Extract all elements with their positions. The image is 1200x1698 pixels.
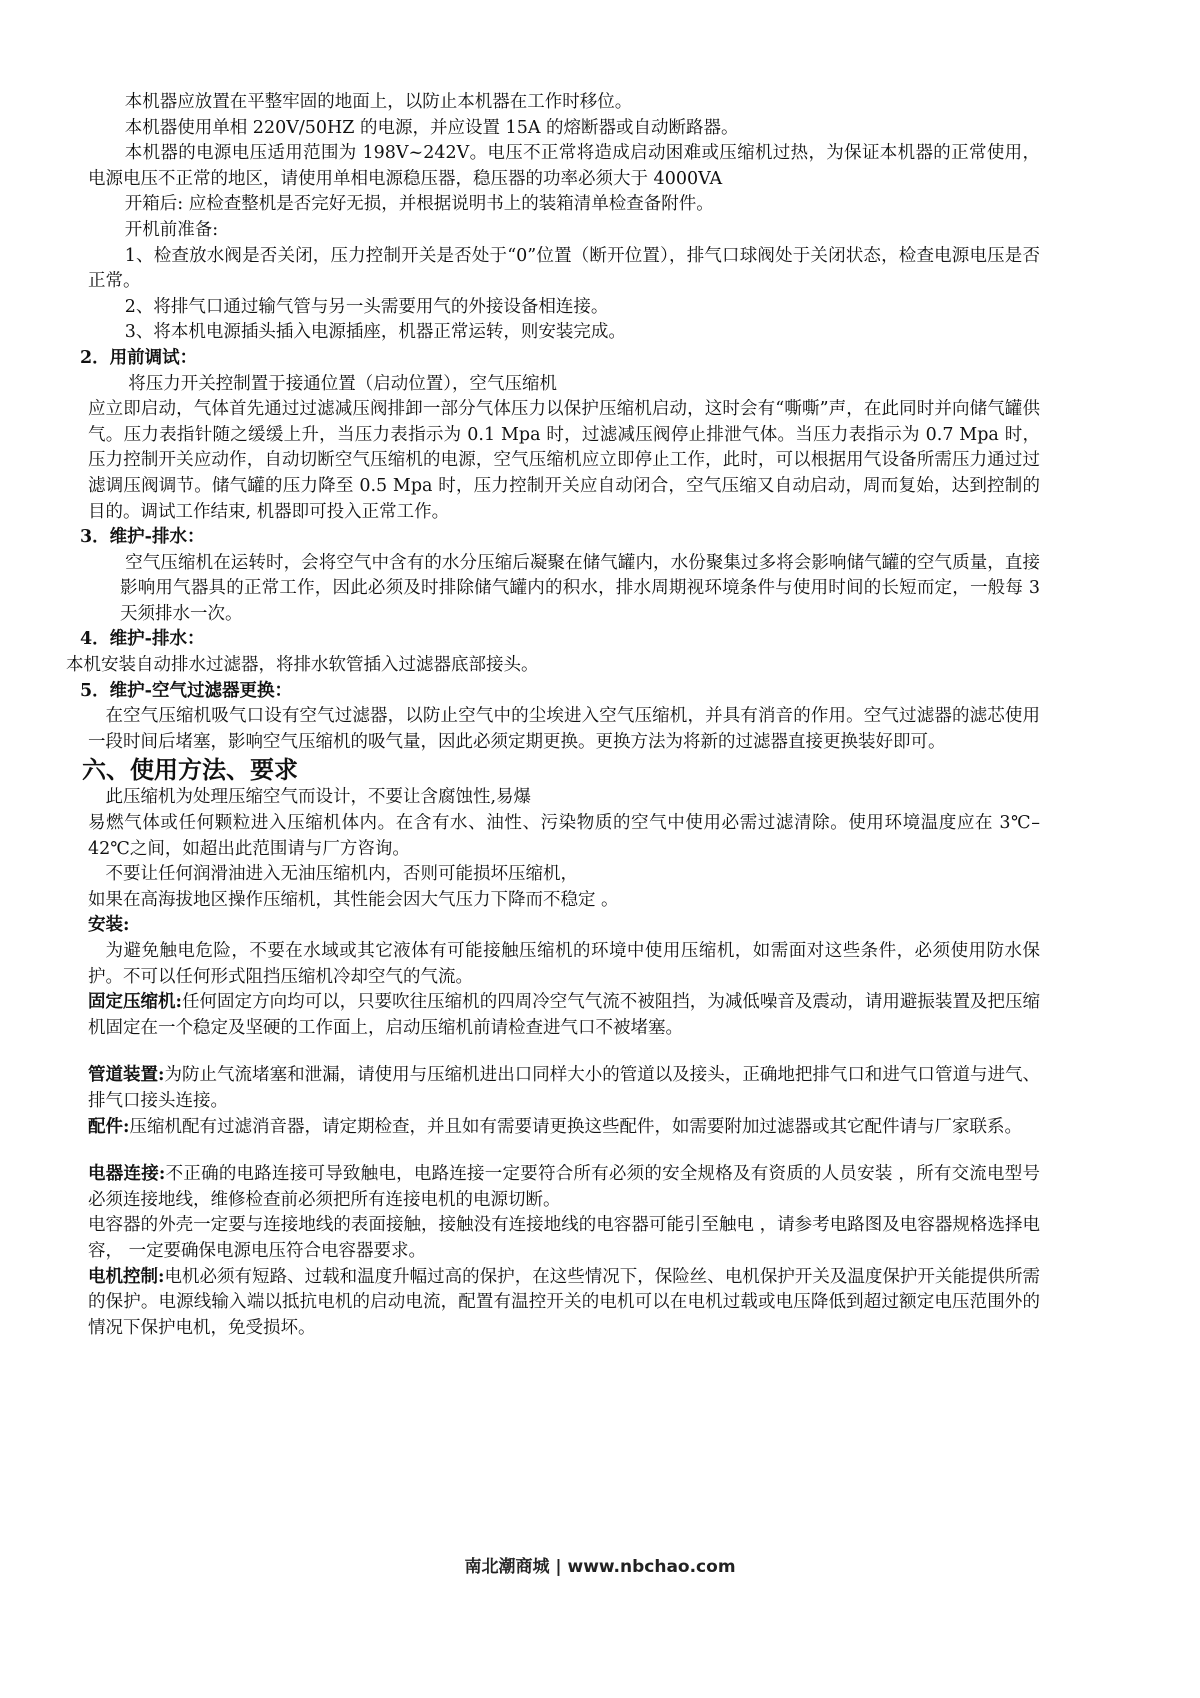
paragraph [88,1115,1040,1141]
paragraph: 2、将排气口通过输气管与另一头需要用气的外接设备相连接。 [124,296,609,317]
paragraph: 3、将本机电源插头插入电源插座，机器正常运转，则安装完成。 [124,322,626,343]
chapter-heading: 六、使用方法、要求 [82,756,298,785]
section-heading: 3．维护-排水： [80,527,205,548]
paragraph [88,1063,1040,1114]
pipe-body: 为防止气流堵塞和泄漏，请使用与压缩机进出口同样大小的管道以及接头，正确地把排气口和进气口管道与进气、排气口接头连接。 [88,1065,1040,1111]
paragraph [88,1265,1040,1342]
motor-label: 电机控制: [88,1266,165,1287]
parts-body: 压缩机配有过滤消音器，请定期检查，并且如有需要请更换这些配件，如需要附加过滤器或其它配件请与厂家联系。 [129,1116,1022,1137]
footer-site-link[interactable]: 南北潮商城 | www.nbchao.com [464,1557,736,1577]
paragraph: 本机安装自动排水过滤器，将排水软管插入过滤器底部接头。 [66,655,539,676]
paragraph: 1、检查放水阀是否关闭，压力控制开关是否处于“0”位置（断开位置），排气口球阀处于关闭状态，检查电源电压是否正常。 [88,245,1040,292]
fix-label: 固定压缩机: [88,992,183,1013]
paragraph: 应立即启动，气体首先通过过滤减压阀排卸一部分气体压力以保护压缩机启动，这时会有“嘶嘶”声，在此同时并向储气罐供气。压力表指针随之缓缓上升，当压力表指示为 0.1 Mpa 时，过滤减压阀停止排泄气体。当压力表指示为 0.7 Mpa 时，压力控制开关应动作，自动切断空气压缩机的电源，空气压缩机应立即停止工作，此时，可以根据用气设备所需压力通过过滤调压阀调节。储气罐的压力降至 0.5 Mpa 时，压力控制开关应自动闭合，空气压缩又自动启动，周而复始，达到控制的目的。调试工作结束, 机器即可投入正常工作。 [88,399,1040,522]
paragraph: 空气压缩机在运转时，会将空气中含有的水分压缩后凝聚在储气罐内，水份聚集过多将会影响储气罐的空气质量，直接影响用气器具的正常工作，因此必须及时排除储气罐内的积水，排水周期视环境条件与使用时间的长短而定，一般每 3 天须排水一次。 [120,552,1040,624]
elec-body: 不正确的电路连接可导致触电，电路连接一定要符合所有必须的安全规格及有资质的人员安装 ，所有交流电型号必须连接地线，维修检查前必须把所有连接电机的电源切断。 [88,1164,1040,1210]
paragraph: 不要让任何润滑油进入无油压缩机内，否则可能损坏压缩机， [105,864,578,885]
paragraph: 本机器使用单相 220V/50HZ 的电源，并应设置 15A 的熔断器或自动断路器。 [124,117,739,138]
parts-label: 配件: [88,1116,130,1137]
section-heading: 5．维护-空气过滤器更换： [80,680,292,701]
paragraph: 如果在高海拔地区操作压缩机，其性能会因大气压力下降而不稳定 。 [88,889,619,910]
paragraph [88,990,1040,1041]
pipe-label: 管道装置: [88,1065,165,1086]
section-heading: 2．用前调试： [80,347,198,368]
paragraph: 此压缩机为处理压缩空气而设计，不要让含腐蚀性,易爆 [105,787,532,808]
motor-body: 电机必须有短路、过载和温度升幅过高的保护，在这些情况下，保险丝、电机保护开关及温度保护开关能提供所需的保护。电源线输入端以抵抗电机的启动电流，配置有温控开关的电机可以在电机过载或电压降低到超过额定电压范围外的情况下保护电机，免受损坏。 [88,1266,1040,1338]
paragraph: 将压力开关控制置于接通位置（启动位置），空气压缩机 [128,373,557,394]
paragraph: 电容器的外壳一定要与连接地线的表面接触，接触没有连接地线的电容器可能引至触电 ，请参考电路图及电容器规格选择电容， 一定要确保电源电压符合电容器要求。 [88,1215,1040,1261]
elec-label: 电器连接: [88,1164,166,1185]
paragraph: 为避免触电危险，不要在水域或其它液体有可能接触压缩机的环境中使用压缩机，如需面对这些条件，必须使用防水保护。不可以任何形式阻挡压缩机冷却空气的气流。 [88,941,1040,987]
paragraph: 开箱后: 应检查整机是否完好无损，并根据说明书上的装箱清单检查备附件。 [124,194,714,215]
section-heading: 4．维护-排水： [80,629,205,650]
document-body [66,90,1040,1341]
install-label: 安装: [88,915,130,936]
paragraph: 开机前准备: [124,219,219,240]
paragraph: 在空气压缩机吸气口设有空气过滤器，以防止空气中的尘埃进入空气压缩机，并具有消音的作用。空气过滤器的滤芯使用一段时间后堵塞，影响空气压缩机的吸气量，因此必须定期更换。更换方法为将新的过滤器直接更换装好即可。 [88,706,1040,752]
paragraph: 易燃气体或任何颗粒进入压缩机体内。在含有水、油性、污染物质的空气中使用必需过滤清除。使用环境温度应在 3℃–42℃之间，如超出此范围请与厂方咨询。 [88,813,1040,859]
paragraph [88,1162,1040,1213]
fix-body: 任何固定方向均可以，只要吹往压缩机的四周冷空气气流不被阻挡，为减低噪音及震动，请用避振装置及把压缩机固定在一个稳定及坚硬的工作面上，启动压缩机前请检查进气口不被堵塞。 [88,992,1040,1038]
paragraph: 本机器应放置在平整牢固的地面上，以防止本机器在工作时移位。 [124,92,633,112]
paragraph: 本机器的电源电压适用范围为 198V~242V。电压不正常将造成启动困难或压缩机过热，为保证本机器的正常使用，电源电压不正常的地区，请使用单相电源稳压器，稳压器的功率必须大于 4000VA [88,143,1040,189]
